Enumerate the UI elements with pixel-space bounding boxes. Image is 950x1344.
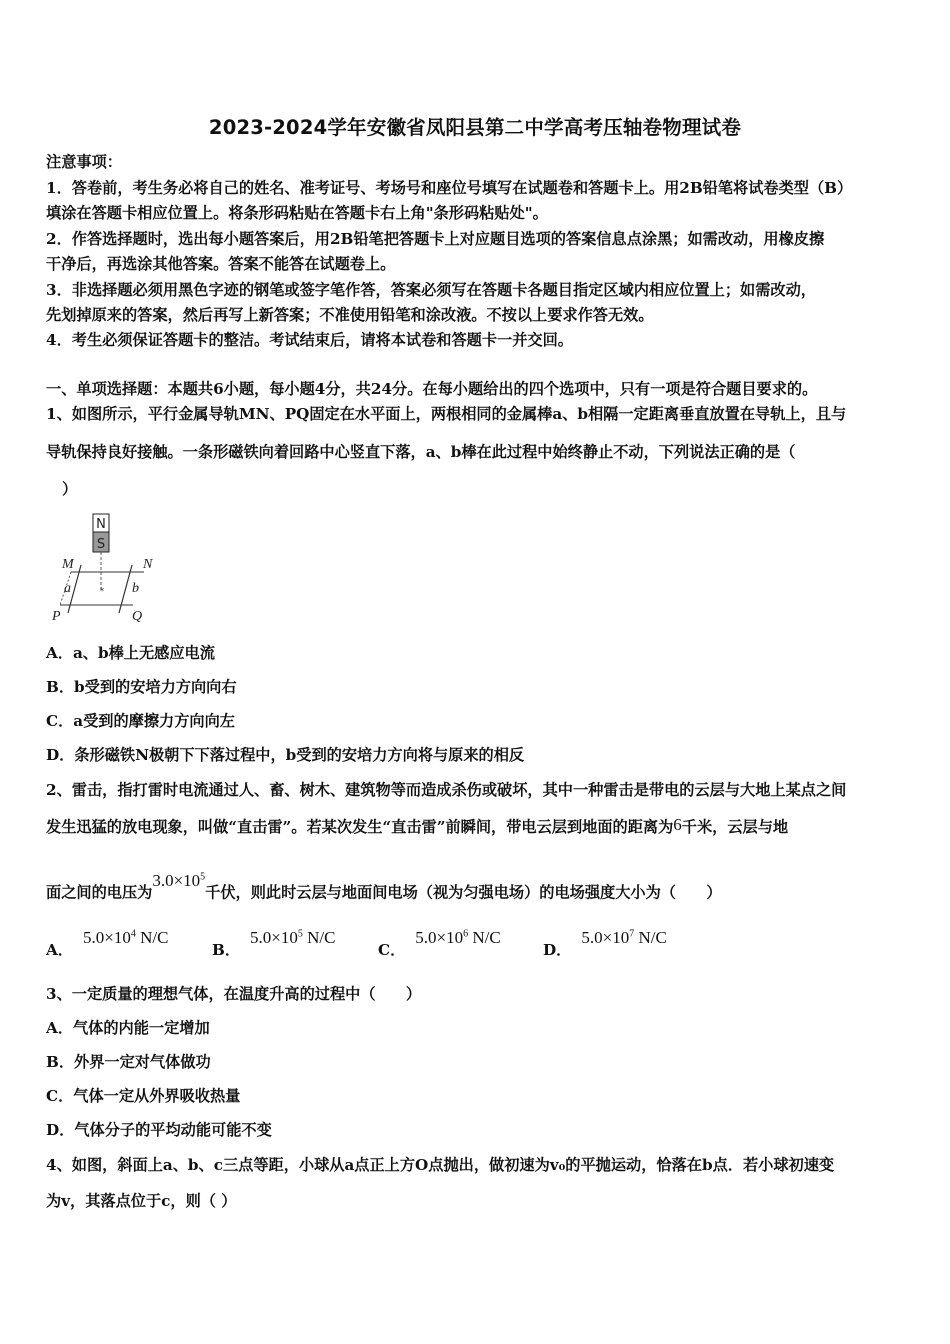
question-3-stem: 3、一定质量的理想气体，在温度升高的过程中（ ） <box>46 985 422 1003</box>
question-3-option-c: C．气体一定从外界吸收热量 <box>46 1087 241 1105</box>
section-heading: 一、单项选择题：本题共6小题，每小题4分，共24分。在每小题给出的四个选项中，只有一项是符合题目要求的。 <box>46 380 818 398</box>
notice-line: 3．非选择题必须用黑色字迹的钢笔或签字笔作答，答案必须写在答题卡各题目指定区域内相应位置上；如需改动， <box>46 281 816 299</box>
question-2-stem: 发生迅猛的放电现象，叫做“直击雷”。若某次发生“直击雷”前瞬间，带电云层到地面的距离为6千米，云层与地 <box>46 815 789 836</box>
question-2-option-c: C．$5.0\times 10^6$ N/C <box>378 928 501 959</box>
question-1-option-c: C．a受到的摩擦力方向向左 <box>46 712 235 730</box>
question-2-option-b: B．$5.0\times 10^5$ N/C <box>212 928 336 959</box>
svg-text:*: * <box>100 587 104 596</box>
magnet-north-label: N <box>96 517 106 532</box>
label-m: M <box>62 557 74 572</box>
question-1-stem: 1、如图所示，平行金属导轨MN、PQ固定在水平面上，两根相同的金属棒a、b相隔一定距离垂直放置在导轨上，且与 <box>46 405 847 423</box>
question-3-option-d: D．气体分子的平均动能可能不变 <box>46 1121 272 1139</box>
question-1-option-a: A．a、b棒上无感应电流 <box>46 644 215 662</box>
question-3-option-b: B．外界一定对气体做功 <box>46 1053 211 1071</box>
question-4-stem: 4、如图，斜面上a、b、c三点等距，小球从a点正上方O点抛出，做初速为v₀的平抛运动，恰落在b点．若小球初速变 <box>46 1156 835 1174</box>
question-2-stem: 面之间的电压为$3.0\times 10^5$千伏，则此时云层与地面间电场（视为匀强电场）的电场强度大小为（ ） <box>46 870 722 902</box>
label-p: P <box>52 609 61 624</box>
page-title: 2023-2024学年安徽省凤阳县第二中学高考压轴卷物理试卷 <box>208 116 742 139</box>
question-1-stem: 导轨保持良好接触。一条形磁铁向着回路中心竖直下落，a、b棒在此过程中始终静止不动，下列说法正确的是（ <box>46 443 796 461</box>
question-2-stem: 2、雷击，指打雷时电流通过人、畜、树木、建筑物等而造成杀伤或破坏，其中一种雷击是带电的云层与大地上某点之间 <box>46 781 847 799</box>
rail-magnet-figure <box>50 508 170 628</box>
notice-line: 1．答卷前，考生务必将自己的姓名、准考证号、考场号和座位号填写在试题卷和答题卡上。用2B铅笔将试卷类型（B） <box>46 179 853 197</box>
question-1-option-b: B．b受到的安培力方向向右 <box>46 678 237 696</box>
notice-heading: 注意事项： <box>46 153 122 171</box>
question-2-option-a: A．$5.0\times 10^4$ N/C <box>46 928 169 959</box>
notice-line: 4．考生必须保证答题卡的整洁。考试结束后，请将本试卷和答题卡一并交回。 <box>46 331 573 349</box>
notice-line: 先划掉原来的答案，然后再写上新答案；不准使用铅笔和涂改液。不按以上要求作答无效。 <box>46 306 654 324</box>
notice-line: 2．作答选择题时，选出每小题答案后，用2B铅笔把答题卡上对应题目选项的答案信息点涂黑；如需改动，用橡皮擦 <box>46 230 825 248</box>
notice-line: 干净后，再选涂其他答案。答案不能答在试题卷上。 <box>46 255 396 273</box>
question-1-option-d: D．条形磁铁N极朝下下落过程中，b受到的安培力方向将与原来的相反 <box>46 746 525 764</box>
label-b: b <box>132 581 139 596</box>
label-a: a <box>64 581 71 596</box>
magnet-south-label: S <box>96 537 106 552</box>
label-q: Q <box>132 609 143 624</box>
question-2-option-d: D．$5.0\times 10^7$ N/C <box>543 928 667 959</box>
question-1-stem: ） <box>62 480 78 498</box>
notice-line: 填涂在答题卡相应位置上。将条形码粘贴在答题卡右上角"条形码粘贴处"。 <box>46 204 548 222</box>
question-3-option-a: A．气体的内能一定增加 <box>46 1019 210 1037</box>
question-4-stem: 为v，其落点位于c，则（ ） <box>46 1192 237 1210</box>
label-n: N <box>143 557 153 572</box>
